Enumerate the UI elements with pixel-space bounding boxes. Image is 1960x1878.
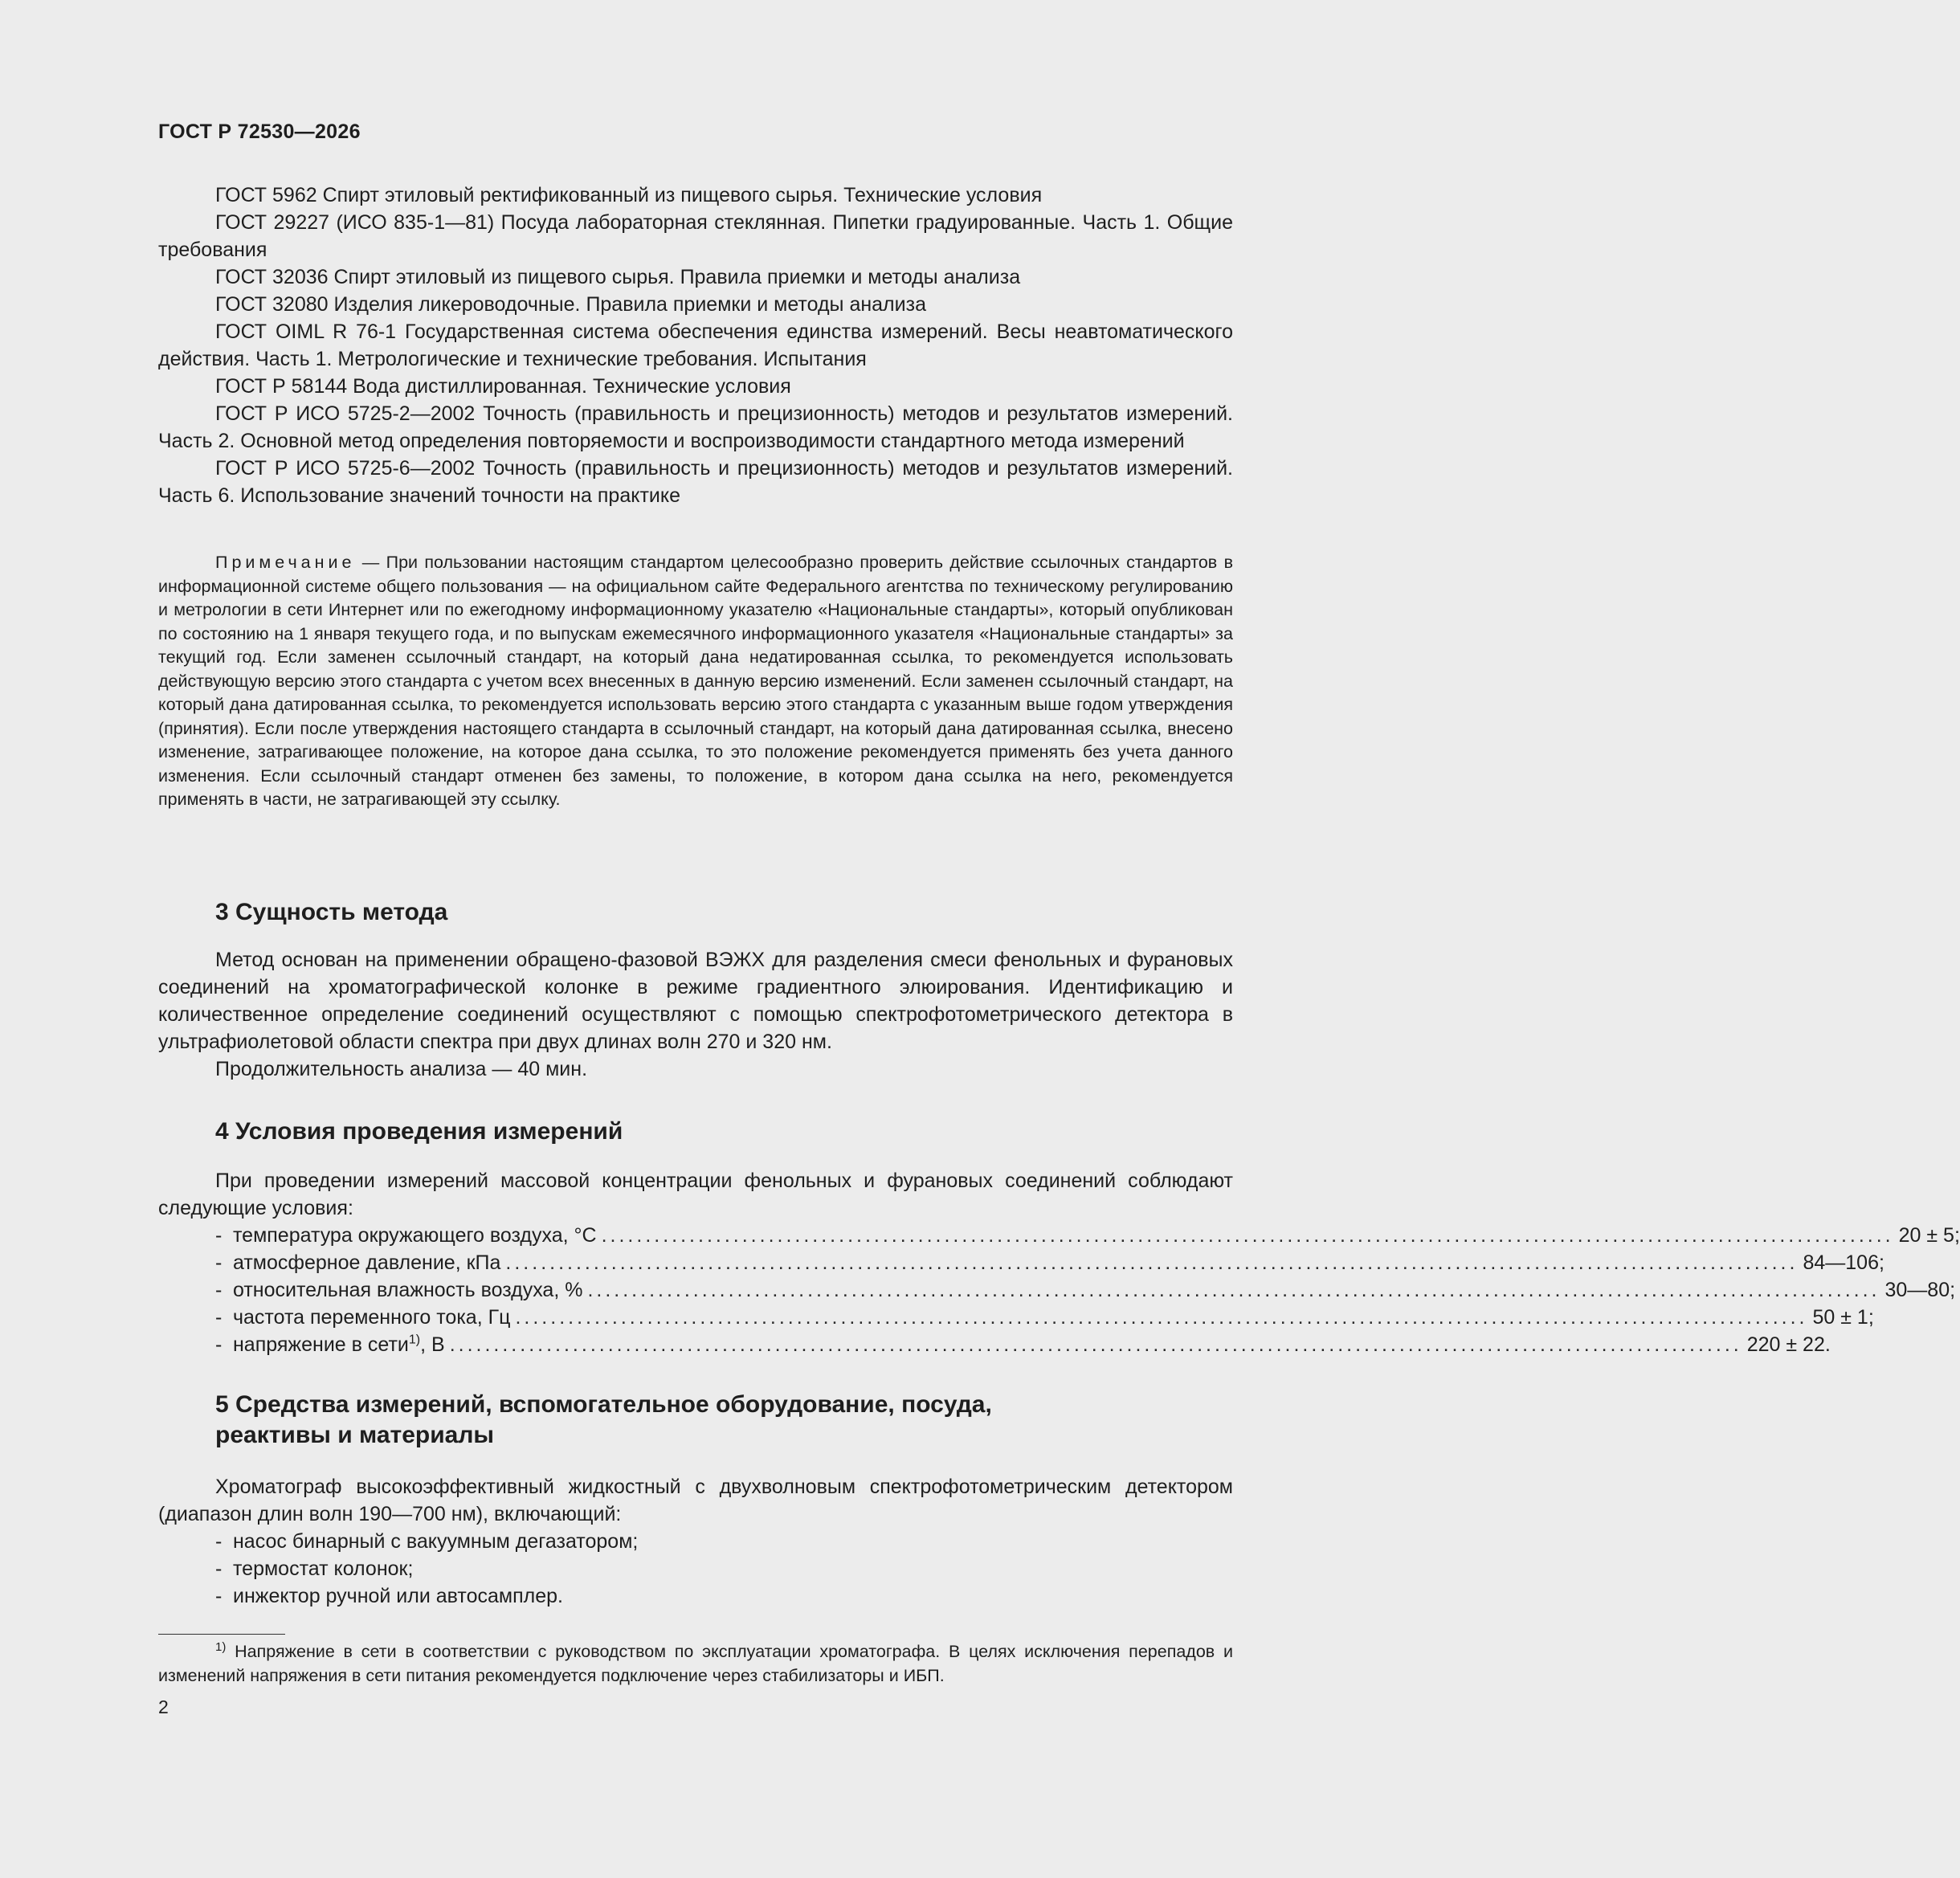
- dot-leader: ...................................................................................................................................................: [505, 1251, 1799, 1274]
- note-paragraph: [158, 551, 1233, 812]
- condition-item: - температура окружающего воздуха, °С ................................................................................................................................................... 20 ± 5;: [215, 1222, 1233, 1249]
- condition-value: 84—106;: [1803, 1251, 1884, 1274]
- reference-item: ГОСТ 29227 (ИСО 835-1—81) Посуда лабораторная стеклянная. Пипетки градуированные. Часть 1. Общие требования: [158, 211, 1233, 261]
- condition-label: относительная влажность воздуха, %: [233, 1279, 583, 1301]
- reference-item: ГОСТ OIML R 76-1 Государственная система обеспечения единства измерений. Весы неавтоматического действия. Часть 1. Метрологические и технические требования. Испытания: [158, 320, 1233, 370]
- dot-leader: ...................................................................................................................................................: [587, 1279, 1880, 1301]
- condition-label: напряжение в сети$^{1)}$, В: [233, 1333, 445, 1356]
- document-code-header: ГОСТ Р 72530—2026: [158, 120, 361, 143]
- list-item: - инжектор ручной или автосамплер.: [215, 1585, 563, 1607]
- reference-item: ГОСТ 5962 Спирт этиловый ректификованный из пищевого сырья. Технические условия: [215, 184, 1043, 206]
- condition-item: - частота переменного тока, Гц ................................................................................................................................................... 50 ± 1;: [215, 1304, 1233, 1331]
- section-4-intro-block: [158, 1167, 1233, 1222]
- section-4-intro: При проведении измерений массовой концентрации фенольных и фурановых соединений соблюдают следующие условия:: [158, 1170, 1233, 1219]
- section-3-heading: 3 Сущность метода: [215, 899, 448, 925]
- condition-label: частота переменного тока, Гц: [233, 1306, 511, 1329]
- condition-value: 50 ± 1;: [1812, 1306, 1874, 1329]
- reference-item: ГОСТ Р ИСО 5725-6—2002 Точность (правильность и прецизионность) методов и результатов измерений. Часть 6. Использование значений точности на практике: [158, 457, 1233, 507]
- section-5-heading: 5 Средства измерений, вспомогательное оборудование, посуда, реактивы и материалы: [215, 1391, 992, 1448]
- footnote: $^{1)}$ Напряжение в сети в соответствии с руководством по эксплуатации хроматографа. В целях исключения перепадов и изменений напряжения в сети питания рекомендуется подключение через стабилизаторы и ИБП.: [158, 1639, 1233, 1685]
- section-3-paragraph: Метод основан на применении обращено-фазовой ВЭЖХ для разделения смеси фенольных и фурановых соединений на хроматографической колонке в режиме градиентного элюирования. Идентификацию и количественное определение соединений осуществляют с помощью спектрофотометрического детектора в ультрафиолетовой области спектра при двух длинах волн 270 и 320 нм.: [158, 949, 1233, 1053]
- condition-label: атмосферное давление, кПа: [233, 1251, 501, 1274]
- section-3-body: [158, 946, 1233, 1083]
- condition-label: температура окружающего воздуха, °С: [233, 1224, 597, 1247]
- condition-item: - относительная влажность воздуха, % ................................................................................................................................................... 30—80;: [215, 1276, 1233, 1304]
- reference-item: ГОСТ 32080 Изделия ликероводочные. Правила приемки и методы анализа: [215, 293, 926, 316]
- page-number: 2: [158, 1696, 169, 1717]
- conditions-list: [215, 1222, 1960, 1358]
- dot-leader: ...................................................................................................................................................: [515, 1306, 1808, 1329]
- list-item: - термостат колонок;: [215, 1558, 414, 1580]
- condition-value: 220 ± 22.: [1746, 1333, 1831, 1356]
- dot-leader: ...................................................................................................................................................: [449, 1333, 1742, 1356]
- footnote-separator: [158, 1634, 285, 1635]
- normative-references-list: [158, 182, 1233, 509]
- section-4-heading: 4 Условия проведения измерений: [215, 1118, 623, 1145]
- footnote-ref: 1): [408, 1333, 421, 1347]
- note-label: Примечание: [215, 553, 356, 572]
- condition-item: - напряжение в сети$^{1)}$, В ................................................................................................................................................... 220 ± 22.: [215, 1331, 1233, 1358]
- note-text: — При пользовании настоящим стандартом целесообразно проверить действие ссылочных стандартов в информационной системе общего пользования — на официальном сайте Федерального агентства по техническому регулированию и метрологии в сети Интернет или по ежегодному информационному указателю «Национальные стандарты», который опубликован по состоянию на 1 января текущего года, и по выпускам ежемесячного информационного указателя «Национальные стандарты» за текущий год. Если заменен ссылочный стандарт, на который дана недатированная ссылка, то рекомендуется использовать действующую версию этого стандарта с учетом всех внесенных в данную версию изменений. Если заменен ссылочный стандарт, на который дана датированная ссылка, то рекомендуется использовать версию этого стандарта с указанным выше годом утверждения (принятия). Если после утверждения настоящего стандарта в ссылочный стандарт, на который дана датированная ссылка, внесено изменение, затрагивающее положение, на которое дана ссылка, то это положение рекомендуется применять без учета данного изменения. Если ссылочный стандарт отменен без замены, то положение, в котором дана ссылка на него, рекомендуется применять в части, не затрагивающей эту ссылку.: [158, 553, 1233, 809]
- condition-value: 20 ± 5;: [1898, 1224, 1960, 1247]
- section-5-intro: Хроматограф высокоэффективный жидкостный с двухволновым спектрофотометрическим детектором (диапазон длин волн 190—700 нм), включающий:: [158, 1476, 1233, 1525]
- condition-item: - атмосферное давление, кПа ................................................................................................................................................... 84—106;: [215, 1249, 1233, 1276]
- equipment-list: [215, 1528, 638, 1610]
- section-5-intro-block: [158, 1473, 1233, 1528]
- condition-value: 30—80;: [1884, 1279, 1956, 1301]
- list-item: - насос бинарный с вакуумным дегазатором;: [215, 1530, 639, 1553]
- section-3-duration: Продолжительность анализа — 40 мин.: [215, 1058, 588, 1080]
- footnote-marker: 1): [215, 1639, 227, 1654]
- reference-item: ГОСТ Р 58144 Вода дистиллированная. Технические условия: [215, 375, 791, 398]
- dot-leader: ...................................................................................................................................................: [601, 1224, 1894, 1247]
- reference-item: ГОСТ Р ИСО 5725-2—2002 Точность (правильность и прецизионность) методов и результатов измерений. Часть 2. Основной метод определения повторяемости и воспроизводимости стандартного метода измерений: [158, 402, 1233, 452]
- reference-item: ГОСТ 32036 Спирт этиловый из пищевого сырья. Правила приемки и методы анализа: [215, 266, 1021, 288]
